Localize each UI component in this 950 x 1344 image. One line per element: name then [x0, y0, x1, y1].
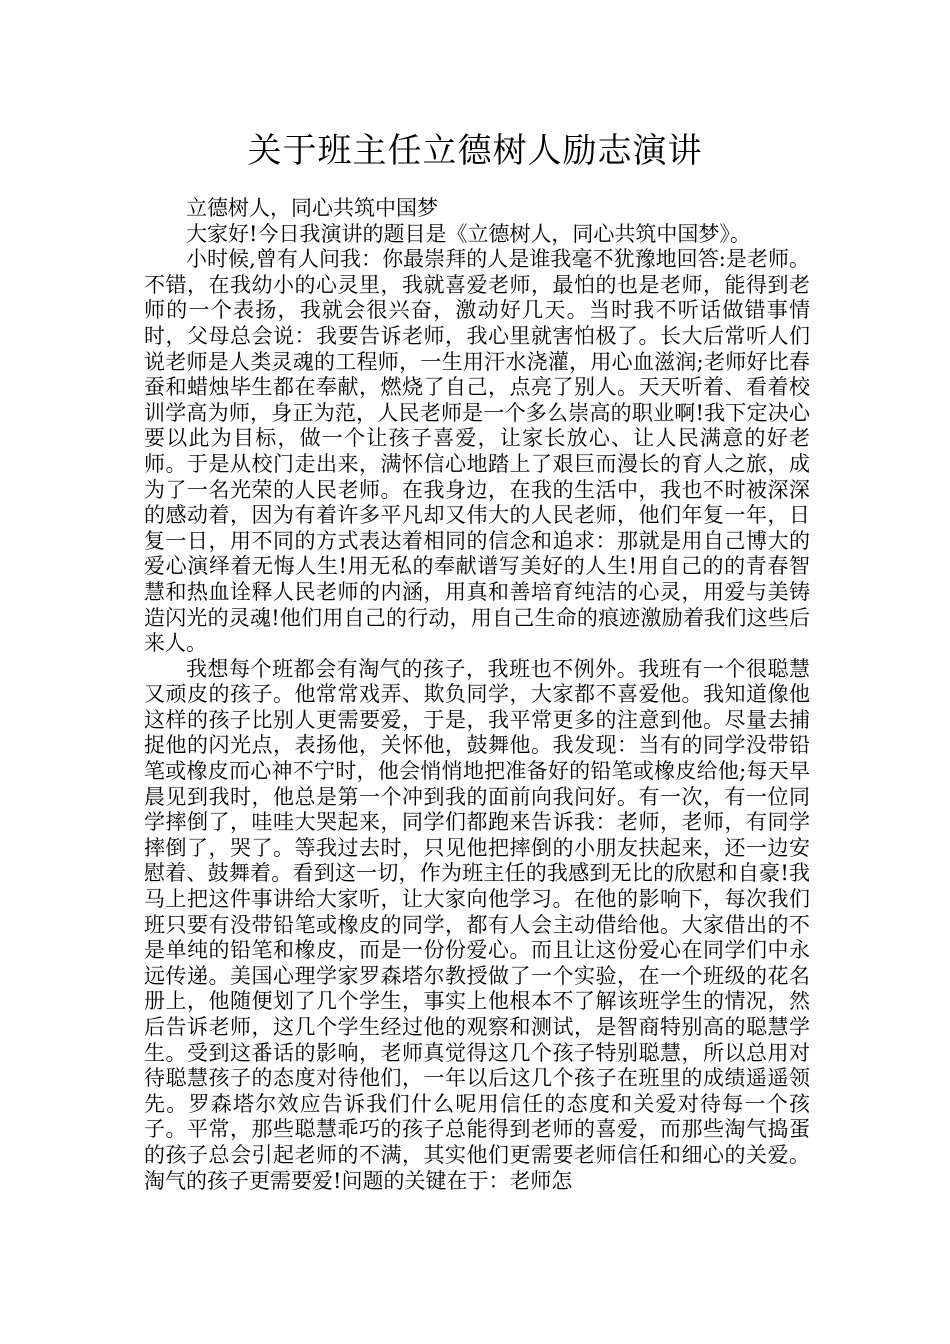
paragraph-greeting: 大家好!今日我演讲的题目是《立德树人，同心共筑中国梦》。: [186, 221, 751, 246]
paragraph-childhood: 小时候,曾有人问我：你最崇拜的人是谁我毫不犹豫地回答:是老师。不错，在我幼小的心灵里，我就喜爱老师，最怕的也是老师，能得到老师的一个表扬，我就会很兴奋，激动好几天。当时我不听话做错事情时，父母总会说：我要告诉老师，我心里就害怕极了。长大后常听人们说老师是人类灵魂的工程师，一生用汗水浇灌，用心血滋润;老师好比春蚕和蜡烛毕生都在奉献，燃烧了自己，点亮了别人。天天听着、看着校训学高为师，身正为范，人民老师是一个多么崇高的职业啊!我下定决心要以此为目标，做一个让孩子喜爱，让家长放心、让人民满意的好老师。于是从校门走出来，满怀信心地踏上了艰巨而漫长的育人之旅，成为了一名光荣的人民老师。在我身边，在我的生活中，我也不时被深深的感动着，因为有着许多平凡却又伟大的人民老师，他们年复一年，日复一日，用不同的方式表达着相同的信念和追求：那就是用自己博大的爱心演绎着无悔人生!用无私的奉献谱写美好的人生!用自己的的青春智慧和热血诠释人民老师的内涵，用真和善培育纯洁的心灵，用爱与美铸造闪光的灵魂!他们用自己的行动，用自己生命的痕迹激励着我们这些后来人。: [144, 247, 810, 656]
paragraph-subtitle: 立德树人，同心共筑中国梦: [186, 196, 438, 220]
paragraph-naughty-child: 我想每个班都会有淘气的孩子，我班也不例外。我班有一个很聪慧又顽皮的孩子。他常常戏弄、欺负同学，大家都不喜爱他。我知道像他这样的孩子比别人更需要爱，于是，我平常更多的注意到他。尽量去捕捉他的闪光点，表扬他，关怀他，鼓舞他。我发现：当有的同学没带铅笔或橡皮而心神不宁时，他会悄悄地把准备好的铅笔或橡皮给他;每天早晨见到我时，他总是第一个冲到我的面前向我问好。有一次，有一位同学摔倒了，哇哇大哭起来，同学们都跑来告诉我：老师，老师，有同学摔倒了，哭了。等我过去时，只见他把摔倒的小朋友扶起来，还一边安慰着、鼓舞着。看到这一切，作为班主任的我感到无比的欣慰和自豪!我马上把这件事讲给大家听，让大家向他学习。在他的影响下，每次我们班只要有没带铅笔或橡皮的同学，都有人会主动借给他。大家借出的不是单纯的铅笔和橡皮，而是一份份爱心。而且让这份爱心在同学们中永远传递。美国心理学家罗森塔尔教授做了一个实验，在一个班级的花名册上，他随便划了几个学生，事实上他根本不了解该班学生的情况，然后告诉老师，这几个学生经过他的观察和测试，是智商特别高的聪慧学生。受到这番话的影响，老师真觉得这几个孩子特别聪慧，所以总用对待聪慧孩子的态度对待他们，一年以后这几个孩子在班里的成绩遥遥领先。罗森塔尔效应告诉我们什么呢用信任的态度和关爱对待每一个孩子。平常，那些聪慧乖巧的孩子总能得到老师的喜爱，而那些淘气捣蛋的孩子总会引起老师的不满，其实他们更需要老师信任和细心的关爱。淘气的孩子更需要爱!问题的关键在于：老师怎: [144, 656, 810, 1193]
document-title: 关于班主任立德树人励志演讲: [247, 131, 703, 171]
document-body: [144, 196, 810, 1194]
